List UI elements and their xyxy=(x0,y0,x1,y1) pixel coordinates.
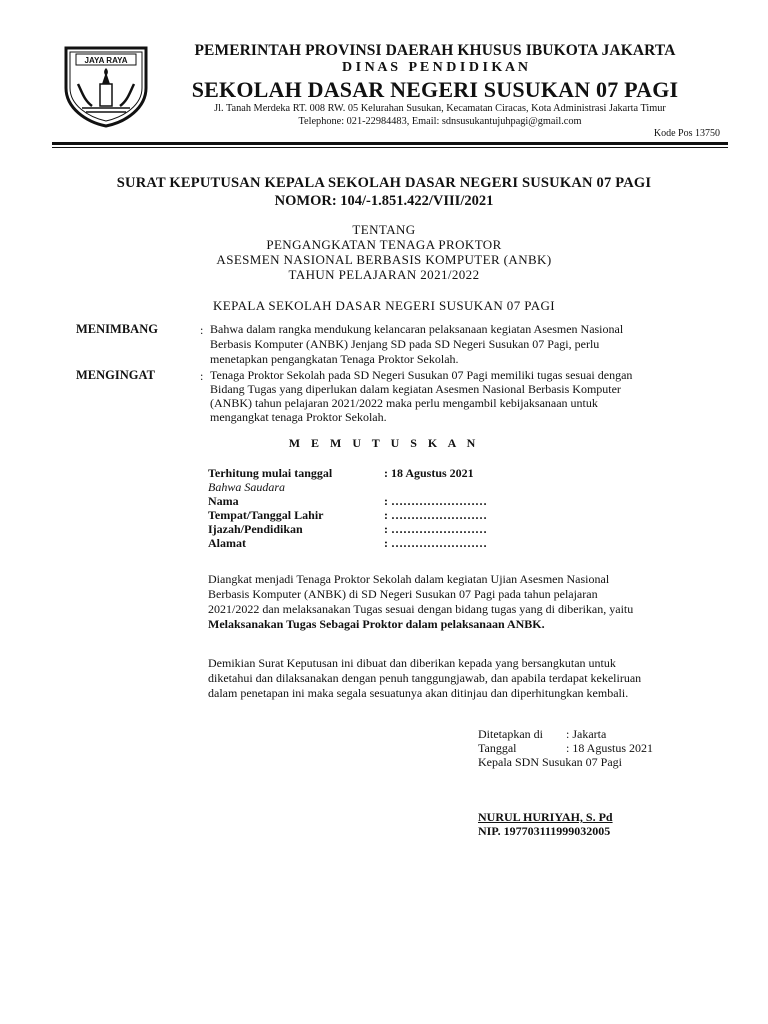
closing-line: dalam penetapan ini maka segala sesuatunya akan ditinjau dan diperhitungkan kembali. xyxy=(208,686,629,700)
department-name: D I N A S P E N D I D I K A N xyxy=(342,60,528,75)
signer-position: Kepala SDN Susukan 07 Pagi xyxy=(478,755,622,769)
name-value: : …………………… xyxy=(384,494,487,508)
considering-label: MENIMBANG xyxy=(76,322,158,336)
effective-date-label: Terhitung mulai tanggal xyxy=(208,466,333,480)
remembering-line: Tenaga Proktor Sekolah pada SD Negeri Susukan 07 Pagi memiliki tugas sesuai dengan xyxy=(210,368,633,382)
closing-line: diketahui dan dilaksanakan dengan penuh tanggungjawab, dan apabila terdapat kekeliruan xyxy=(208,671,642,685)
education-label: Ijazah/Pendidikan xyxy=(208,522,303,536)
decree-number: NOMOR: 104/-1.851.422/VIII/2021 xyxy=(274,193,494,209)
considering-line: menetapkan pengangkatan Tenaga Proktor Sekolah. xyxy=(210,352,459,366)
considering-colon: : xyxy=(200,323,204,337)
government-name: PEMERINTAH PROVINSI DAERAH KHUSUS IBUKOTA JAKARTA xyxy=(194,42,676,59)
closing-line: Demikian Surat Keputusan ini dibuat dan diberikan kepada yang bersangkutan untuk xyxy=(208,656,616,670)
remembering-label: MENGINGAT xyxy=(76,368,155,382)
letterhead-thin-rule xyxy=(52,147,728,148)
appointment-line: Diangkat menjadi Tenaga Proktor Sekolah dalam kegiatan Ujian Asesmen Nasional xyxy=(208,572,610,586)
appointment-line: 2021/2022 dan melaksanakan Tugas sesuai dengan bidang tugas yang di diberikan, yaitu xyxy=(208,602,634,616)
place-label: Ditetapkan di xyxy=(478,727,543,741)
date-label: Tanggal xyxy=(478,741,517,755)
letterhead-thick-rule xyxy=(52,142,728,145)
considering-line: Berbasis Komputer (ANBK) Jenjang SD pada SD Negeri Susukan 07 Pagi, perlu xyxy=(210,337,600,351)
considering-line: Bahwa dalam rangka mendukung kelancaran pelaksanaan kegiatan Asesmen Nasional xyxy=(210,322,624,336)
remembering-colon: : xyxy=(200,369,204,383)
decree-title: SURAT KEPUTUSAN KEPALA SEKOLAH DASAR NEGERI SUSUKAN 07 PAGI xyxy=(116,175,652,191)
appointment-line: Berbasis Komputer (ANBK) di SD Negeri Susukan 07 Pagi pada tahun pelajaran xyxy=(208,587,598,601)
signer-nip: NIP. 197703111999032005 xyxy=(478,824,611,838)
remembering-line: Bidang Tugas yang diperlukan dalam kegiatan Asesmen Nasional Berbasis Komputer xyxy=(210,382,621,396)
addressee-label: Bahwa Saudara xyxy=(208,480,286,494)
date-value: : 18 Agustus 2021 xyxy=(566,741,654,755)
school-name: SEKOLAH DASAR NEGERI SUSUKAN 07 PAGI xyxy=(191,77,679,102)
birth-value: : …………………… xyxy=(384,508,487,522)
subject-line-1: PENGANGKATAN TENAGA PROKTOR xyxy=(266,237,502,252)
remembering-line: mengangkat tenaga Proktor Sekolah. xyxy=(210,410,387,424)
decides-heading: M E M U T U S K A N xyxy=(288,436,480,450)
subject-line-2: ASESMEN NASIONAL BERBASIS KOMPUTER (ANBK) xyxy=(216,252,552,267)
address-value: : …………………… xyxy=(384,536,487,550)
appointment-task: Melaksanakan Tugas Sebagai Proktor dalam pelaksanaan ANBK. xyxy=(208,617,545,631)
effective-date-value: : 18 Agustus 2021 xyxy=(384,466,474,480)
address-label: Alamat xyxy=(208,536,246,550)
remembering-line: (ANBK) tahun pelajaran 2021/2022 maka perlu mengambil kebijaksanaan untuk xyxy=(210,396,598,410)
birth-label: Tempat/Tanggal Lahir xyxy=(208,508,324,522)
signer-name: NURUL HURIYAH, S. Pd xyxy=(478,810,613,824)
education-value: : …………………… xyxy=(384,522,487,536)
decree-issuer: KEPALA SEKOLAH DASAR NEGERI SUSUKAN 07 PAGI xyxy=(213,298,555,313)
name-label: Nama xyxy=(208,494,239,508)
logo-banner-text: JAYA RAYA xyxy=(84,56,128,65)
school-address: Jl. Tanah Merdeka RT. 008 RW. 05 Kelurahan Susukan, Kecamatan Ciracas, Kota Administrasi Jakarta Timur xyxy=(214,103,666,114)
closing-text xyxy=(208,656,714,701)
appointment-text xyxy=(208,572,714,632)
jakarta-emblem-logo xyxy=(62,44,150,128)
school-contact: Telephone: 021-22984483, Email: sdnsusukantujuhpagi@gmail.com xyxy=(298,116,582,127)
about-label: TENTANG xyxy=(352,222,416,237)
remembering-text xyxy=(210,368,714,424)
considering-text xyxy=(210,322,714,367)
subject-line-3: TAHUN PELAJARAN 2021/2022 xyxy=(288,267,480,282)
postal-code: Kode Pos 13750 xyxy=(653,128,720,139)
place-value: : Jakarta xyxy=(566,727,607,741)
